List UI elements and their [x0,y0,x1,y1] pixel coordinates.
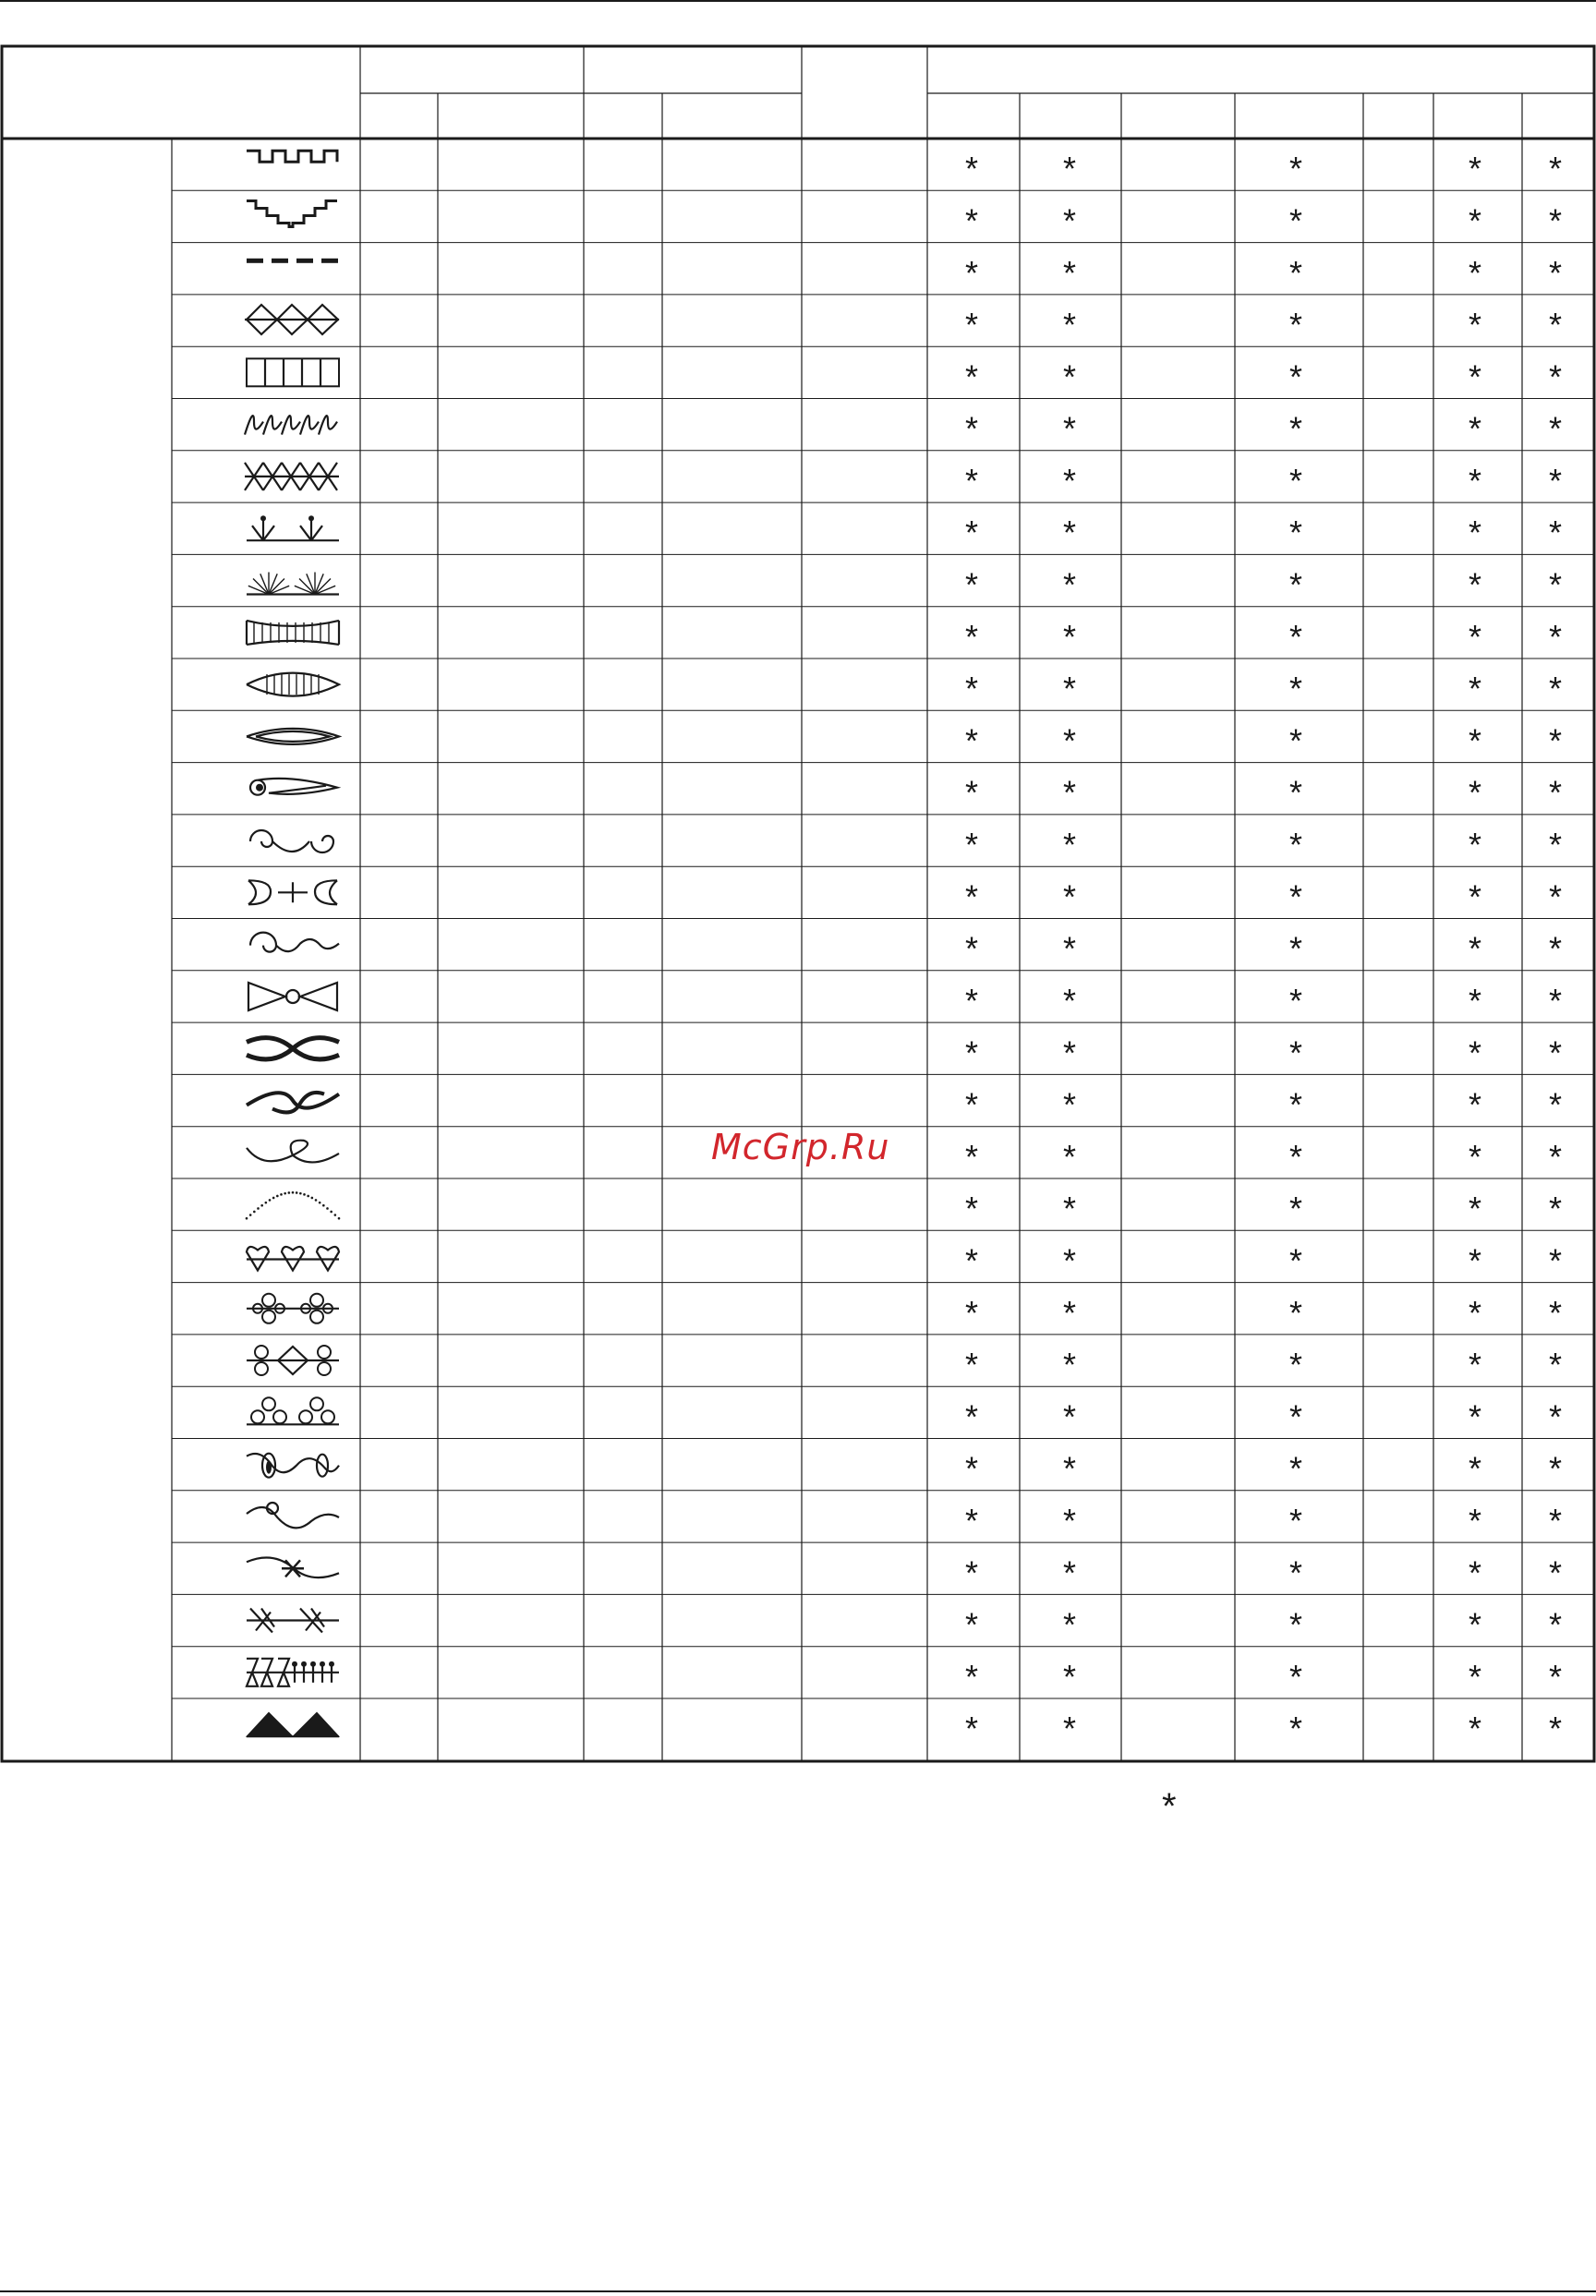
row-mark: * [964,1033,979,1072]
row-mark: * [1468,514,1482,552]
row-mark: * [1288,565,1303,604]
tulip-wave-stitch-icon [247,1454,339,1478]
row-mark: * [964,1241,979,1280]
row-mark: * [1062,877,1077,916]
row-mark: * [1062,617,1077,656]
row-mark: * [964,773,979,812]
row-mark: * [1062,514,1077,552]
row-mark: * [1548,1190,1563,1228]
circle-wave-stitch-icon [247,1503,339,1528]
row-mark: * [964,253,979,292]
row-mark: * [1548,306,1563,344]
heart-chain-stitch-icon [247,1247,339,1271]
row-mark: * [1288,1449,1303,1488]
row-mark: * [1548,1605,1563,1644]
row-mark: * [1288,670,1303,708]
diamond-chain-stitch-icon [245,305,339,334]
row-mark: * [1062,1346,1077,1384]
row-mark: * [1548,409,1563,448]
row-mark: * [1468,1553,1482,1592]
row-mark: * [964,1190,979,1228]
bead-line-stitch-icon [247,1659,339,1686]
bow-stitch-icon [248,983,337,1010]
row-mark: * [1062,461,1077,500]
flower-chain-stitch-icon [247,1294,339,1323]
row-mark: * [1468,1710,1482,1748]
row-mark: * [964,826,979,864]
row-mark: * [1062,1293,1077,1332]
row-mark: * [1288,617,1303,656]
row-mark: * [1548,565,1563,604]
row-mark: * [1468,1190,1482,1228]
row-mark: * [1468,1397,1482,1436]
row-mark: * [1288,1657,1303,1696]
row-mark: * [1288,1553,1303,1592]
row-mark: * [1548,1241,1563,1280]
row-mark: * [1468,1502,1482,1540]
scroll-stitch-icon [250,830,333,852]
row-mark: * [1548,877,1563,916]
row-mark: * [1468,306,1482,344]
ribbon-loop-stitch-icon [247,1093,339,1112]
row-mark: * [1062,1710,1077,1748]
table-grid-lines [2,46,1594,1761]
double-leaf-stitch-icon [247,729,339,744]
row-mark: * [1468,826,1482,864]
row-mark: * [1062,1605,1077,1644]
row-mark: * [964,982,979,1020]
row-mark: * [1468,150,1482,188]
row-mark: * [1062,1553,1077,1592]
filled-bow-stitch-icon [247,1038,339,1059]
row-mark: * [964,150,979,188]
row-mark: * [964,721,979,760]
row-mark: * [1548,150,1563,188]
row-mark: * [1468,773,1482,812]
twin-scroll-stitch-icon [248,880,337,904]
row-mark: * [1062,1397,1077,1436]
row-mark: * [964,461,979,500]
row-mark: * [1288,306,1303,344]
row-mark: * [1548,1710,1563,1748]
row-mark: * [964,1449,979,1488]
row-mark: * [1548,1346,1563,1384]
row-mark: * [964,1293,979,1332]
row-mark: * [1468,565,1482,604]
row-mark: * [1548,201,1563,240]
fan-shell-stitch-icon [247,573,339,595]
bow-wave-stitch-icon [247,1558,339,1578]
row-mark: * [1062,670,1077,708]
row-mark: * [1288,982,1303,1020]
row-mark: * [1468,617,1482,656]
row-mark: * [1062,409,1077,448]
row-mark: * [1548,617,1563,656]
row-mark: * [964,929,979,968]
row-mark: * [1288,1293,1303,1332]
row-mark: * [1468,670,1482,708]
row-mark: * [1548,1657,1563,1696]
row-mark: * [1288,201,1303,240]
row-mark: * [1548,1553,1563,1592]
row-mark: * [964,1502,979,1540]
row-mark: * [1288,1085,1303,1124]
row-mark: * [1288,1397,1303,1436]
row-mark: * [1062,1449,1077,1488]
curl-swoosh-stitch-icon [250,779,337,795]
flower-diamond-stitch-icon [247,1346,339,1375]
row-mark: * [1548,721,1563,760]
loop-scallop-stitch-icon [245,416,337,434]
row-mark: * [1062,773,1077,812]
row-mark: * [1062,826,1077,864]
row-mark: * [964,1346,979,1384]
row-mark: * [964,1085,979,1124]
row-mark: * [1062,1085,1077,1124]
row-mark: * [1288,150,1303,188]
row-mark: * [1548,1085,1563,1124]
row-mark: * [1548,982,1563,1020]
table-marks [965,150,1562,1747]
sprig-stitch-icon [247,515,339,540]
row-mark: * [1468,201,1482,240]
row-mark: * [1468,877,1482,916]
row-mark: * [1062,253,1077,292]
vine-loop-stitch-icon [247,1141,339,1163]
row-mark: * [1548,1502,1563,1540]
row-mark: * [964,1710,979,1748]
row-mark: * [1548,1449,1563,1488]
zigzag-peak-stitch-icon [247,1712,339,1736]
row-mark: * [964,357,979,396]
table-frame [2,46,1594,1761]
row-mark: * [964,201,979,240]
row-mark: * [964,306,979,344]
row-mark: * [1288,721,1303,760]
row-mark: * [1062,1033,1077,1072]
row-mark: * [1062,1241,1077,1280]
row-mark: * [1062,306,1077,344]
bottom-rule [0,2290,1596,2292]
square-wave-stitch-icon [247,151,337,162]
row-mark: * [1468,1137,1482,1176]
row-mark: * [1468,1605,1482,1644]
row-mark: * [1062,721,1077,760]
dotted-arc-stitch-icon [246,1191,341,1220]
row-mark: * [1062,1137,1077,1176]
row-mark: * [964,409,979,448]
stepped-v-stitch-icon [247,201,337,227]
row-mark: * [1062,929,1077,968]
row-mark: * [1062,565,1077,604]
row-mark: * [1468,721,1482,760]
row-mark: * [1468,1293,1482,1332]
row-mark: * [964,670,979,708]
row-mark: * [1288,1605,1303,1644]
row-mark: * [1548,1033,1563,1072]
row-mark: * [1062,1190,1077,1228]
row-mark: * [1288,826,1303,864]
row-mark: * [1468,357,1482,396]
satin-wave-stitch-icon [247,621,339,645]
row-mark: * [964,514,979,552]
row-mark: * [1468,1657,1482,1696]
row-mark: * [1288,1710,1303,1748]
row-mark: * [1288,773,1303,812]
row-mark: * [1548,929,1563,968]
row-mark: * [1548,670,1563,708]
row-mark: * [1548,826,1563,864]
row-mark: * [1548,1397,1563,1436]
row-mark: * [964,617,979,656]
row-mark: * [1062,150,1077,188]
row-mark: * [1062,201,1077,240]
row-mark: * [1288,1137,1303,1176]
row-mark: * [1548,253,1563,292]
row-mark: * [1062,357,1077,396]
footnote-marker: * [1162,1786,1177,1827]
row-mark: * [964,877,979,916]
row-mark: * [1288,1502,1303,1540]
row-mark: * [1288,877,1303,916]
row-mark: * [1548,773,1563,812]
row-mark: * [1468,1085,1482,1124]
row-mark: * [1548,1293,1563,1332]
row-mark: * [1288,1241,1303,1280]
row-mark: * [1548,514,1563,552]
row-mark: * [1548,1137,1563,1176]
row-mark: * [964,565,979,604]
dashed-line-stitch-icon [247,259,338,263]
flourish-stitch-icon [250,933,339,952]
watermark: McGrp.Ru [711,1127,890,1167]
row-mark: * [964,1657,979,1696]
row-mark: * [1468,461,1482,500]
box-ladder-stitch-icon [247,358,339,386]
row-mark: * [964,1553,979,1592]
row-mark: * [1468,409,1482,448]
row-mark: * [964,1397,979,1436]
row-mark: * [1288,1346,1303,1384]
row-mark: * [1288,1190,1303,1228]
row-mark: * [1288,253,1303,292]
row-mark: * [1468,1449,1482,1488]
pattern-icons [245,151,340,1736]
row-mark: * [964,1137,979,1176]
row-mark: * [1548,357,1563,396]
row-mark: * [1062,1502,1077,1540]
row-mark: * [964,1605,979,1644]
row-mark: * [1062,982,1077,1020]
row-mark: * [1062,1657,1077,1696]
feather-stitch-icon [247,1609,339,1633]
cross-hatch-stitch-icon [245,463,339,490]
trefoil-stitch-icon [247,1397,339,1424]
row-mark: * [1468,1241,1482,1280]
row-mark: * [1288,409,1303,448]
row-mark: * [1288,357,1303,396]
row-mark: * [1468,929,1482,968]
row-mark: * [1288,929,1303,968]
row-mark: * [1468,253,1482,292]
row-mark: * [1468,1346,1482,1384]
row-mark: * [1548,461,1563,500]
row-mark: * [1468,982,1482,1020]
row-mark: * [1288,1033,1303,1072]
row-mark: * [1288,461,1303,500]
row-mark: * [1288,514,1303,552]
row-mark: * [1468,1033,1482,1072]
leaf-satin-stitch-icon [247,673,339,696]
